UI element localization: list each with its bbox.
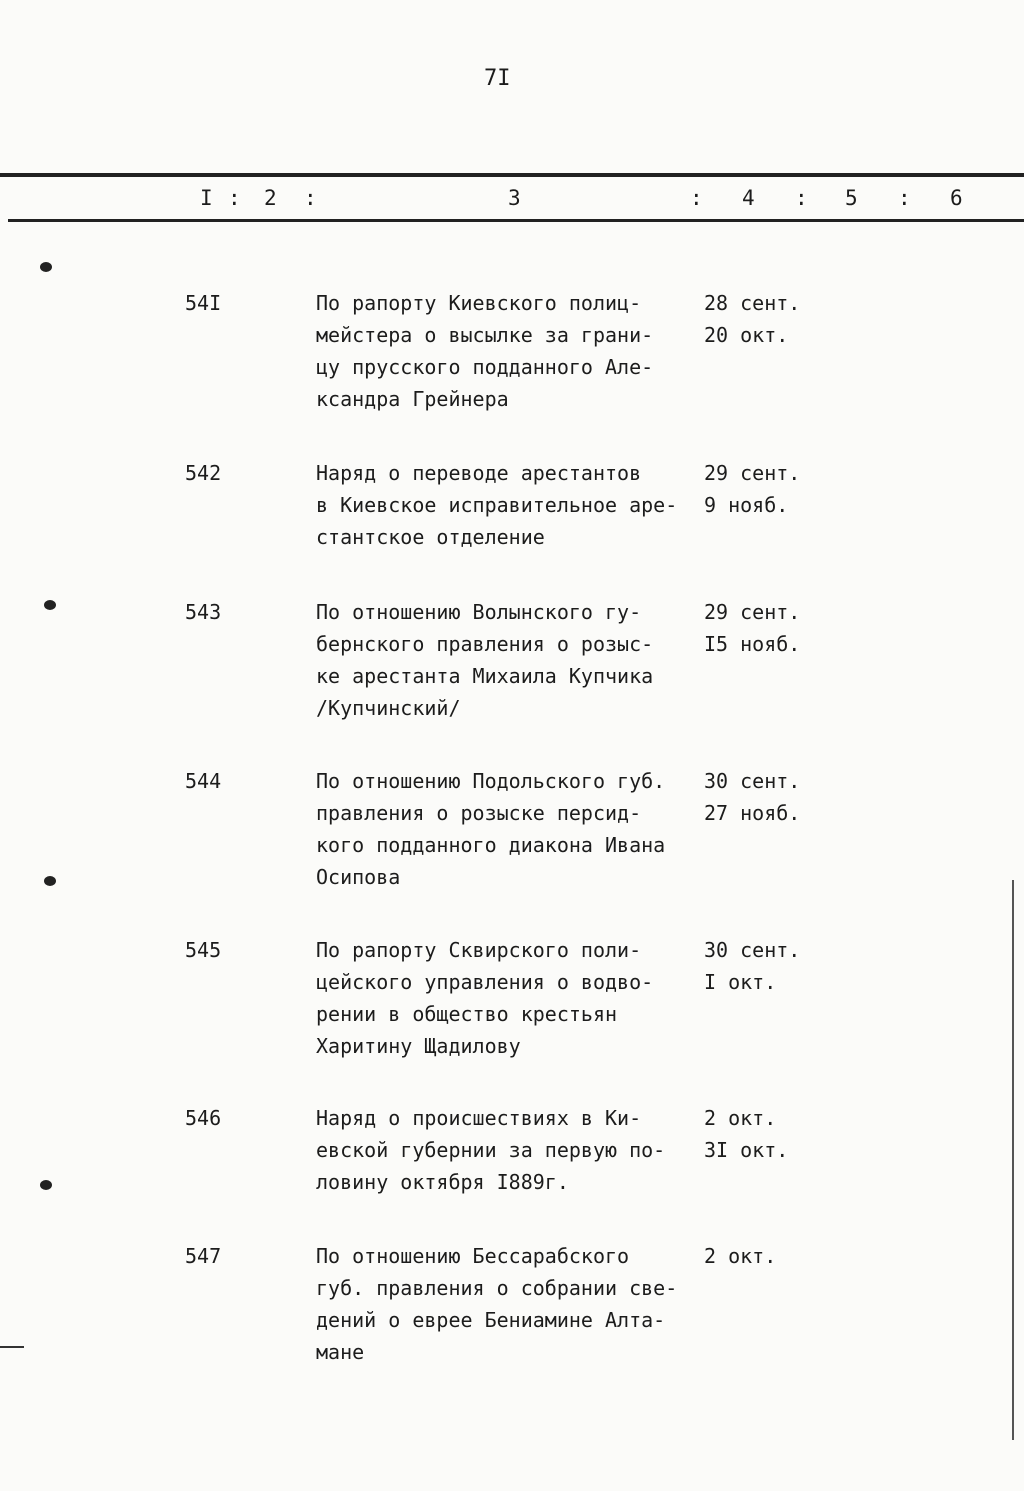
date-line: 29 сент. [704,600,801,624]
entry-description [316,1240,677,1368]
entry-description [316,287,653,415]
description-line: По рапорту Киевского полиц- [316,291,642,315]
entry-number: 543 [185,600,222,624]
description-line: дений о еврее Бениамине Алта- [316,1308,666,1332]
description-line: ловину октября I889г. [316,1170,569,1194]
date-line: 20 окт. [704,323,789,347]
entry-number: 545 [185,938,222,962]
column-separator: : [228,186,241,210]
description-line: Харитину Щадилову [316,1034,521,1058]
date-line: 2 окт. [704,1106,777,1130]
description-line: цу прусского подданного Але- [316,355,654,379]
entry-number: 54I [185,291,222,315]
entry-description [316,765,665,893]
column-header-4: 4 [742,186,755,210]
description-line: рении в общество крестьян [316,1002,618,1026]
description-line: кого подданного диакона Ивана [316,833,666,857]
entry-dates [704,287,800,351]
description-line: ксандра Грейнера [316,387,509,411]
description-line: стантское отделение [316,525,545,549]
column-separator: : [795,186,808,210]
margin-mark [0,1346,24,1348]
date-line: 27 нояб. [704,801,801,825]
date-line: I окт. [704,970,777,994]
description-line: По отношению Подольского губ. [316,769,666,793]
header-top-rule [0,173,1024,177]
entry-number: 544 [185,769,222,793]
description-line: цейского управления о водво- [316,970,654,994]
description-line: По рапорту Сквирского поли- [316,938,642,962]
entry-number: 542 [185,461,222,485]
entry-description [316,596,653,724]
binding-hole-mark [44,876,56,886]
entry-dates [704,596,800,660]
date-line: I5 нояб. [704,632,801,656]
description-line: мане [316,1340,365,1364]
entry-number: 547 [185,1244,222,1268]
date-line: 30 сент. [704,769,801,793]
column-header-2: 2 [264,186,277,210]
date-line: 9 нояб. [704,493,789,517]
description-line: /Купчинский/ [316,696,461,720]
column-header-5: 5 [845,186,858,210]
entry-dates [704,934,800,998]
binding-hole-mark [44,600,56,610]
description-line: мейстера о высылке за грани- [316,323,654,347]
description-line: ке арестанта Михаила Купчика [316,664,654,688]
entry-description [316,1102,665,1198]
column-separator: : [898,186,911,210]
column-header-6: 6 [950,186,963,210]
date-line: 3I окт. [704,1138,789,1162]
description-line: Наряд о переводе арестантов [316,461,642,485]
description-line: правления о розыске персид- [316,801,642,825]
entry-dates [704,765,800,829]
binding-hole-mark [40,262,52,272]
description-line: По отношению Волынского гу- [316,600,642,624]
description-line: в Киевское исправительное аре- [316,493,678,517]
date-line: 2 окт. [704,1244,777,1268]
date-line: 28 сент. [704,291,801,315]
description-line: бернского правления о розыс- [316,632,654,656]
column-header-1: I [200,186,213,210]
header-bottom-rule [8,219,1024,222]
column-header-3: 3 [508,186,521,210]
entry-dates [704,1240,776,1272]
date-line: 30 сент. [704,938,801,962]
page-edge-line [1012,880,1014,1440]
column-separator: : [690,186,703,210]
date-line: 29 сент. [704,461,801,485]
entry-description [316,457,677,553]
description-line: Наряд о происшествиях в Ки- [316,1106,642,1130]
description-line: По отношению Бессарабского [316,1244,630,1268]
entry-description [316,934,653,1062]
description-line: евской губернии за первую по- [316,1138,666,1162]
page-number: 7I [484,66,511,91]
description-line: губ. правления о собрании све- [316,1276,678,1300]
description-line: Осипова [316,865,401,889]
column-separator: : [304,186,317,210]
entry-dates [704,457,800,521]
binding-hole-mark [40,1180,52,1190]
entry-number: 546 [185,1106,222,1130]
entry-dates [704,1102,788,1166]
